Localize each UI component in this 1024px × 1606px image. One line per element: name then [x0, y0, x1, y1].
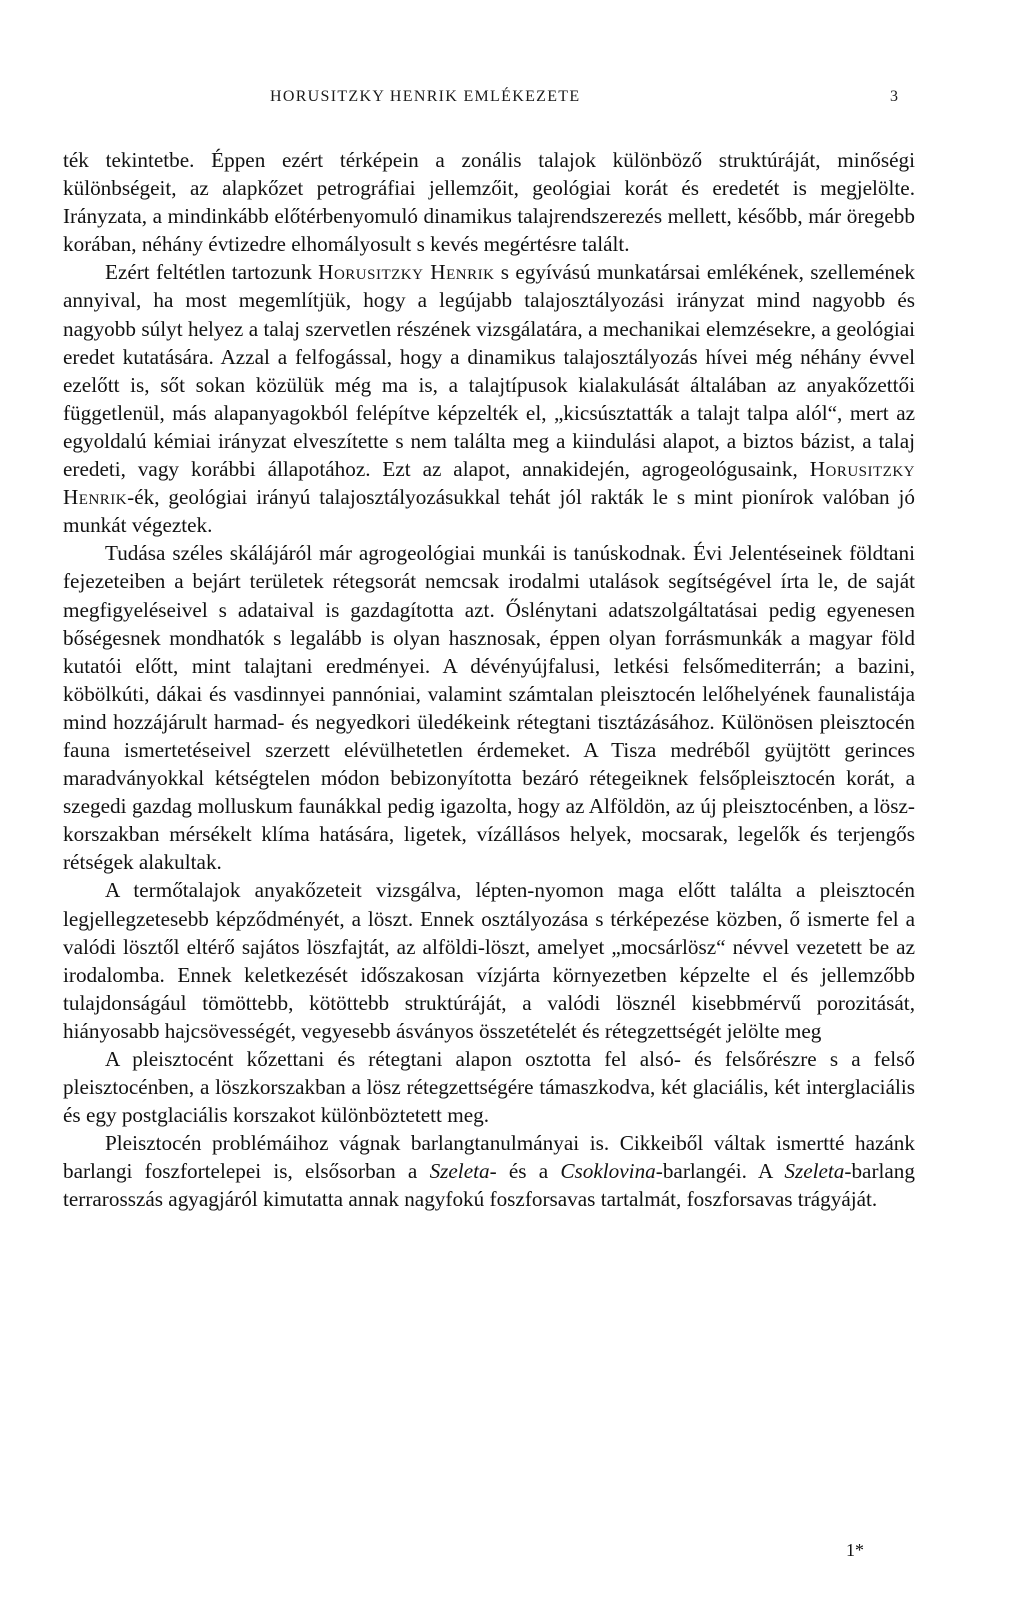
text-segment: A pleisztocént kőzettani és rétegtani alapon osztotta fel alsó- és felsőrészre s a felső pleisztocénben, a löszkorszakban a lösz rétegzettségére támaszkodva, két glaciális, két interglaciális és egy postglaciális korszakot különböztetett meg.: [63, 1047, 915, 1128]
person-name: Horusitzky Henrik: [63, 457, 915, 510]
running-title: HORUSITZKY HENRIK EMLÉKEZETE: [270, 88, 581, 105]
text-segment: s egyívású munkatársai emlékének, szellemének annyival, ha most megemlítjük, hogy a legújabb talajosztályozási irányzat mind nagyobb és nagyobb súlyt helyez a talaj szervetlen részének vizsgálatára, a mechanikai elemzésekre, a geológiai eredet kutatására. Azzal a felfogással, hogy a dinamikus talajosztályozás hívei még néhány évvel ezelőtt is, sőt sokan közülük még ma is, a talajtípusok kialakulását általában az anyakőzettői függetlenül, más alapanyagokból felépítve képzelték el, „kicsúsztatták a talajt talpa alól“, mert az egyoldalú kémiai irányzat elveszítette s nem találta meg a kiindulási alapot, a biztos bázist, a talaj eredeti, vagy korábbi állapotához. Ezt az alapot, annakidején, agrogeológusaink,: [63, 260, 915, 482]
paragraph: [63, 539, 915, 876]
person-name: Horusitzky Henrik: [318, 260, 495, 285]
text-segment: Tudása széles skálájáról már agrogeológiai munkái is tanúskodnak. Évi Jelentéseinek földtani fejezeteiben a bejárt területek rétegsorát nemcsak irodalmi utalások segítségével írta le, de saját megfigyeléseivel s adataival is gazdagította azt. Őslénytani adatszolgáltatásai pedig egyenesen bőségesnek mondhatók s legalább is olyan hasznosak, éppen olyan forrásmunkák a magyar föld kutatói előtt, mint talajtani eredményei. A dévényújfalusi, letkési felsőmediterrán; a bazini, köbölkúti, dákai és vasdinnyei pannóniai, valamint számtalan pleisztocén lelőhelyének faunalistája mind hozzájárult harmad- és negyedkori üledékeink rétegtani tisztázásához. Különösen pleisztocén fauna ismertetéseivel szerzett elévülhetetlen érdemeket. A Tisza medréből gyüjtött gerinces maradványokkal kétségtelen módon bebizonyította bezáró rétegeiknek felsőpleisztocén korát, a szegedi gazdag molluskum faunákkal pedig igazolta, hogy az Alföldön, az új pleisztocénben, a lösz-korszakban mérsékelt klíma hatására, ligetek, vízállásos helyek, mocsarak, legelők és terjengős rétségek alakultak.: [63, 541, 915, 875]
paragraph: [63, 146, 915, 258]
signature-mark: 1*: [846, 1540, 864, 1560]
page-number: 3: [890, 88, 898, 105]
text-segment: A termőtalajok anyakőzeteit vizsgálva, lépten-nyomon maga előtt találta a pleisztocén legjellegzetesebb képződményét, a löszt. Ennek osztályozása s térképezése közben, ő ismerte fel a valódi lösztől eltérő sajátos löszfajtát, az alföldi-löszt, amelyet „mocsárlösz“ névvel vezetett be az irodalomba. Ennek keletkezését időszakosan vízjárta környezetben képzelte el és jellemzőbb tulajdonságául tömöttebb, kötöttebb struktúráját, a valódi lösznél kisebbmérvű porozitását, hiányosabb hajcsövességét, vegyesebb ásványos összetételét és rétegzettségét jelölte meg: [63, 878, 915, 1043]
text-segment: Pleisztocén problémáihoz vágnak barlangtanulmányai is. Cikkeiből váltak ismertté hazánk barlangi foszfortelepei is, elsősorban a: [63, 1131, 915, 1184]
text-segment: -barlang terrarosszás agyagjáról kimutatta annak nagyfokú foszforsavas tartalmát, foszforsavas trágyáját.: [63, 1159, 915, 1212]
text-segment: ték tekintetbe. Éppen ezért térképein a zonális talajok különböző struktúráját, minőségi különbségeit, az alapkőzet petrográfiai jellemzőit, geológiai korát és eredetét is megjelölte. Irányzata, a mindinkább előtérbenyomuló dinamikus talajrendszerezés mellett, később, már öregebb korában, néhány évtizedre elhomályosult s kevés megértésre talált.: [63, 148, 915, 257]
text-segment: - és a: [489, 1159, 561, 1184]
paragraph: [63, 876, 915, 1045]
text-segment: -barlangéi. A: [655, 1159, 785, 1184]
paragraph: [63, 1045, 915, 1129]
cave-name: Csoklovina: [560, 1159, 656, 1184]
body-text: [63, 146, 915, 1214]
paragraph: [63, 1129, 915, 1213]
text-segment: -ék, geológiai irányú talajosztályozásukkal tehát jól rakták le s mint pionírok valóban jó munkát végeztek.: [63, 485, 915, 538]
text-segment: Ezért feltétlen tartozunk: [105, 260, 319, 285]
paragraph: [63, 258, 915, 539]
cave-name: Szeleta: [429, 1159, 490, 1184]
cave-name: Szeleta: [784, 1159, 845, 1184]
running-header: [270, 88, 910, 106]
